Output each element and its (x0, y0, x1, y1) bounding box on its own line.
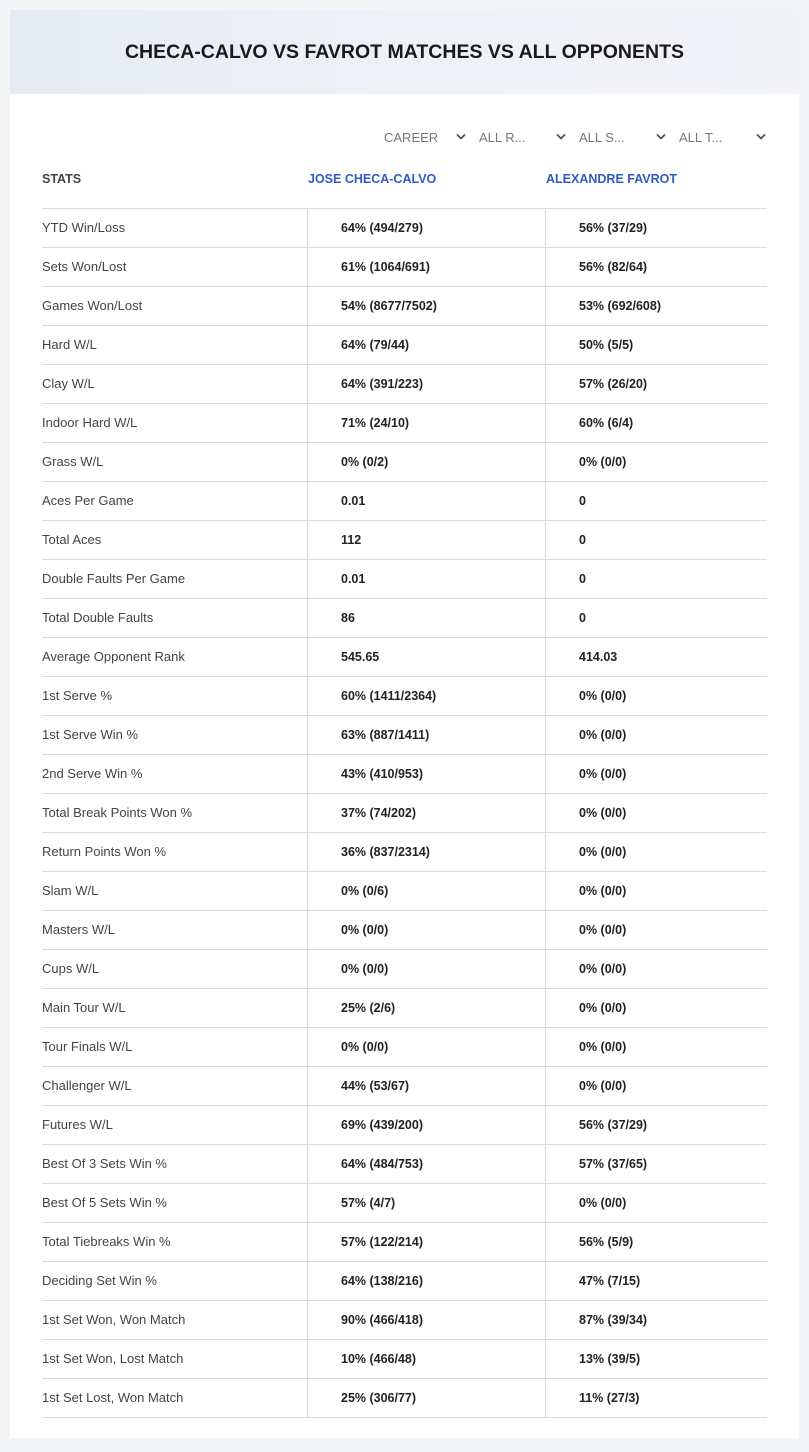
table-row (42, 911, 767, 950)
player2-stat-value: 0% (0/0) (545, 989, 767, 1027)
player2-stat-value: 57% (26/20) (545, 365, 767, 403)
table-row (42, 248, 767, 287)
player1-stat-value: 36% (837/2314) (307, 833, 545, 871)
player1-stat-value: 69% (439/200) (307, 1106, 545, 1144)
stat-label: Deciding Set Win % (42, 1273, 157, 1288)
player2-stat-value: 56% (82/64) (545, 248, 767, 286)
stat-label: Total Tiebreaks Win % (42, 1234, 171, 1249)
filter-tournament-select[interactable] (679, 126, 766, 148)
stat-label: 1st Set Lost, Won Match (42, 1390, 184, 1405)
table-row (42, 833, 767, 872)
player1-stat-value: 37% (74/202) (307, 794, 545, 832)
table-row (42, 1340, 767, 1379)
player1-stat-value: 60% (1411/2364) (307, 677, 545, 715)
stat-label: Average Opponent Rank (42, 649, 185, 664)
table-row (42, 1184, 767, 1223)
player2-stat-value: 56% (37/29) (545, 1106, 767, 1144)
filter-period-select[interactable] (384, 126, 466, 148)
table-row (42, 365, 767, 404)
table-row (42, 404, 767, 443)
stat-label: Sets Won/Lost (42, 259, 127, 274)
player1-stat-value: 61% (1064/691) (307, 248, 545, 286)
table-row (42, 1262, 767, 1301)
stat-label: Futures W/L (42, 1117, 113, 1132)
player1-stat-value: 0.01 (307, 482, 545, 520)
table-row (42, 677, 767, 716)
player2-stat-value: 0% (0/0) (545, 872, 767, 910)
player2-stat-value: 11% (27/3) (545, 1379, 767, 1417)
stat-label: YTD Win/Loss (42, 220, 126, 235)
player1-stat-value: 44% (53/67) (307, 1067, 545, 1105)
filter-round-select[interactable] (479, 126, 566, 148)
player2-stat-value: 56% (37/29) (545, 209, 767, 247)
table-row (42, 599, 767, 638)
chevron-down-icon (656, 132, 666, 142)
table-row (42, 1145, 767, 1184)
table-row (42, 482, 767, 521)
player2-stat-value: 0 (545, 560, 767, 598)
table-row (42, 872, 767, 911)
player1-stat-value: 64% (79/44) (307, 326, 545, 364)
table-row (42, 755, 767, 794)
player2-stat-value: 0 (545, 521, 767, 559)
filter-round-label: ALL R... (479, 129, 526, 145)
stats-column-header: STATS (42, 172, 82, 186)
player2-stat-value: 47% (7/15) (545, 1262, 767, 1300)
stat-label: Best Of 5 Sets Win % (42, 1195, 167, 1210)
filter-surface-label: ALL S... (579, 129, 625, 145)
player1-stat-value: 64% (138/216) (307, 1262, 545, 1300)
player1-stat-value: 25% (306/77) (307, 1379, 545, 1417)
stat-label: Double Faults Per Game (42, 571, 186, 586)
filter-surface-select[interactable] (579, 126, 666, 148)
stat-label: Main Tour W/L (42, 1000, 126, 1015)
player2-stat-value: 0% (0/0) (545, 950, 767, 988)
player2-stat-value: 57% (37/65) (545, 1145, 767, 1183)
player2-stat-value: 0 (545, 599, 767, 637)
player1-stat-value: 57% (122/214) (307, 1223, 545, 1261)
player2-stat-value: 87% (39/34) (545, 1301, 767, 1339)
table-row (42, 1106, 767, 1145)
player2-stat-value: 56% (5/9) (545, 1223, 767, 1261)
player1-stat-value: 57% (4/7) (307, 1184, 545, 1222)
player1-stat-value: 0% (0/0) (307, 1028, 545, 1066)
player2-stat-value: 0 (545, 482, 767, 520)
player2-stat-value: 0% (0/0) (545, 1067, 767, 1105)
player1-stat-value: 90% (466/418) (307, 1301, 545, 1339)
stat-label: Games Won/Lost (42, 298, 143, 313)
player1-stat-value: 63% (887/1411) (307, 716, 545, 754)
player2-stat-value: 0% (0/0) (545, 794, 767, 832)
player1-stat-value: 25% (2/6) (307, 989, 545, 1027)
table-row (42, 326, 767, 365)
filter-tournament-label: ALL T... (679, 129, 723, 145)
stat-label: Total Aces (42, 532, 102, 547)
table-row (42, 287, 767, 326)
table-header (42, 170, 767, 188)
player1-stat-value: 64% (391/223) (307, 365, 545, 403)
player1-link[interactable]: JOSE CHECA-CALVO (308, 172, 437, 186)
player2-stat-value: 0% (0/0) (545, 1028, 767, 1066)
stat-label: Total Double Faults (42, 610, 154, 625)
player2-link[interactable]: ALEXANDRE FAVROT (546, 172, 678, 186)
stat-label: Hard W/L (42, 337, 97, 352)
player1-stat-value: 0% (0/6) (307, 872, 545, 910)
table-row (42, 989, 767, 1028)
stat-label: Return Points Won % (42, 844, 167, 859)
stat-label: 1st Set Won, Lost Match (42, 1351, 184, 1366)
stat-label: Slam W/L (42, 883, 99, 898)
player2-stat-value: 0% (0/0) (545, 833, 767, 871)
table-row (42, 560, 767, 599)
stat-label: Tour Finals W/L (42, 1039, 133, 1054)
player2-stat-value: 60% (6/4) (545, 404, 767, 442)
stats-card (10, 10, 799, 1438)
filter-bar (10, 126, 799, 148)
stat-label: Aces Per Game (42, 493, 134, 508)
table-row (42, 716, 767, 755)
player1-stat-value: 64% (484/753) (307, 1145, 545, 1183)
player1-stat-value: 10% (466/48) (307, 1340, 545, 1378)
table-row (42, 1379, 767, 1418)
player2-stat-value: 0% (0/0) (545, 755, 767, 793)
player2-stat-value: 53% (692/608) (545, 287, 767, 325)
table-row (42, 1223, 767, 1262)
player2-stat-value: 0% (0/0) (545, 911, 767, 949)
table-row (42, 1067, 767, 1106)
player1-stat-value: 0% (0/0) (307, 911, 545, 949)
table-row (42, 443, 767, 482)
player1-stat-value: 71% (24/10) (307, 404, 545, 442)
table-row (42, 794, 767, 833)
player2-stat-value: 13% (39/5) (545, 1340, 767, 1378)
chevron-down-icon (756, 132, 766, 142)
page-header (10, 10, 799, 94)
player1-stat-value: 0% (0/2) (307, 443, 545, 481)
page-title: CHECA-CALVO VS FAVROT MATCHES VS ALL OPPONENTS (124, 40, 685, 63)
player2-stat-value: 0% (0/0) (545, 1184, 767, 1222)
player1-stat-value: 0.01 (307, 560, 545, 598)
player1-stat-value: 64% (494/279) (307, 209, 545, 247)
player1-stat-value: 545.65 (307, 638, 545, 676)
player2-stat-value: 414.03 (545, 638, 767, 676)
stat-label: 1st Serve % (42, 688, 113, 703)
player2-stat-value: 0% (0/0) (545, 443, 767, 481)
stat-label: Masters W/L (42, 922, 115, 937)
chevron-down-icon (456, 132, 466, 142)
player1-stat-value: 86 (307, 599, 545, 637)
stat-label: Indoor Hard W/L (42, 415, 138, 430)
chevron-down-icon (556, 132, 566, 142)
table-row (42, 209, 767, 248)
stat-label: Challenger W/L (42, 1078, 132, 1093)
player1-stat-value: 54% (8677/7502) (307, 287, 545, 325)
stat-label: Grass W/L (42, 454, 104, 469)
player2-stat-value: 0% (0/0) (545, 677, 767, 715)
player1-stat-value: 112 (307, 521, 545, 559)
table-row (42, 521, 767, 560)
table-row (42, 1028, 767, 1067)
stat-label: Total Break Points Won % (42, 805, 193, 820)
table-row (42, 638, 767, 677)
player1-stat-value: 0% (0/0) (307, 950, 545, 988)
player2-stat-value: 50% (5/5) (545, 326, 767, 364)
stat-label: Best Of 3 Sets Win % (42, 1156, 167, 1171)
stat-label: Cups W/L (42, 961, 100, 976)
stat-label: Clay W/L (42, 376, 95, 391)
stat-label: 2nd Serve Win % (42, 766, 143, 781)
stats-table (42, 208, 767, 1418)
player1-stat-value: 43% (410/953) (307, 755, 545, 793)
table-row (42, 1301, 767, 1340)
player2-stat-value: 0% (0/0) (545, 716, 767, 754)
stat-label: 1st Set Won, Won Match (42, 1312, 186, 1327)
table-row (42, 950, 767, 989)
filter-period-label: CAREER (384, 129, 439, 145)
stat-label: 1st Serve Win % (42, 727, 139, 742)
